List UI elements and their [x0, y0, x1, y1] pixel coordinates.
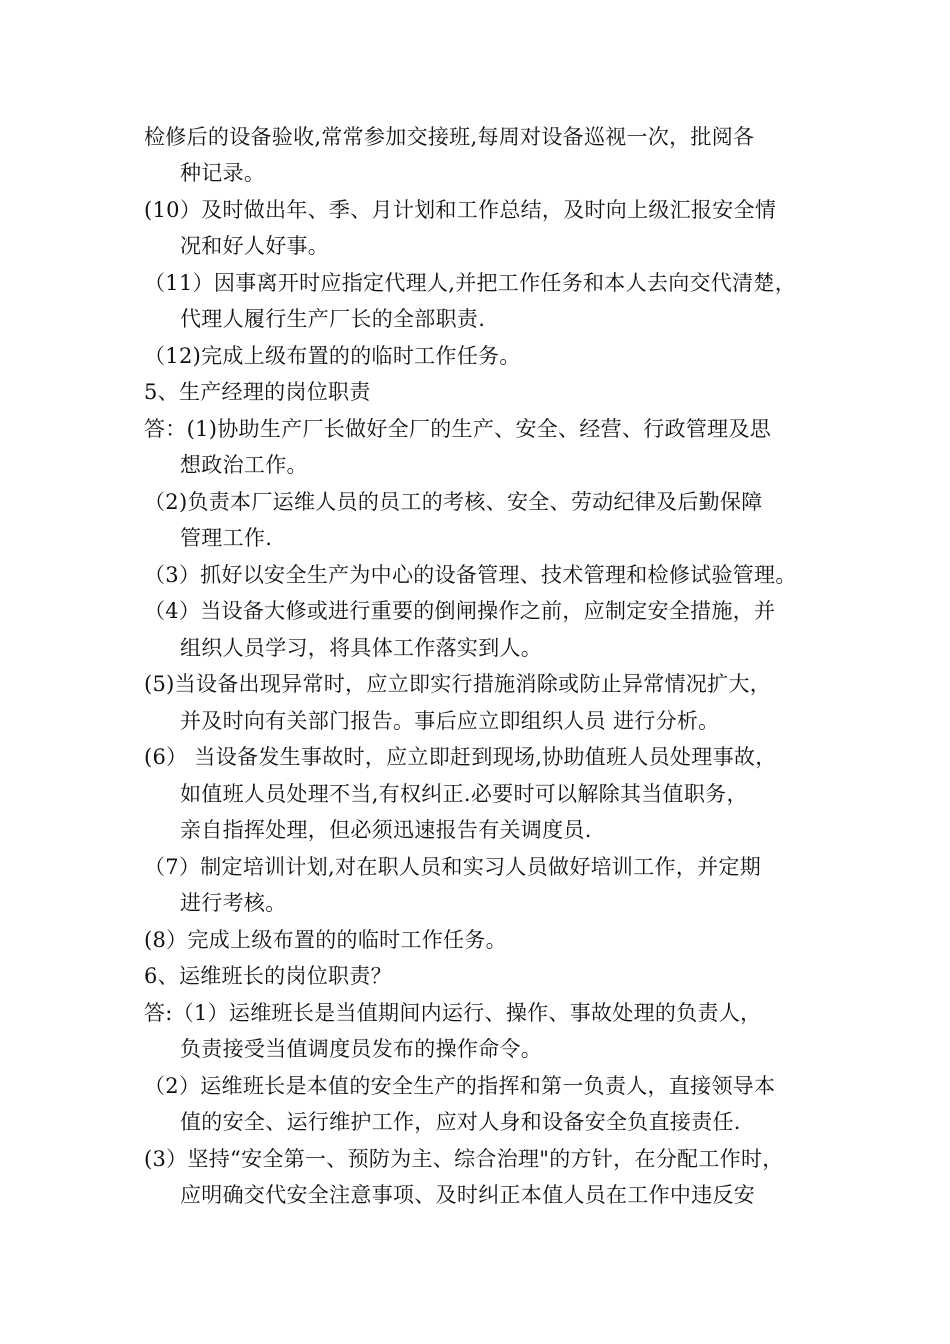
text-line: 组织人员学习，将具体工作落实到人。: [180, 636, 543, 660]
text-line: 值的安全、运行维护工作，应对人身和设备安全负直接责任.: [180, 1110, 741, 1134]
text-line: 进行考核。: [180, 891, 287, 915]
text-line: (10）及时做出年、季、月计划和工作总结，及时向上级汇报安全情: [144, 198, 777, 222]
text-line: (6） 当设备发生事故时，应立即赶到现场,协助值班人员处理事故，: [144, 745, 777, 769]
section-heading: 5、生产经理的岗位职责: [144, 380, 371, 404]
text-line: 检修后的设备验收,常常参加交接班,每周对设备巡视一次，批阅各: [144, 125, 755, 149]
text-line: 种记录。: [180, 161, 266, 185]
text-line: 答:（1）运维班长是当值期间内运行、操作、事故处理的负责人，: [144, 1001, 762, 1025]
text-line: 负责接受当值调度员发布的操作命令。: [180, 1037, 543, 1061]
text-line: (5)当设备出现异常时，应立即实行措施消除或防止异常情况扩大，: [144, 672, 772, 696]
text-line: 况和好人好事。: [180, 234, 330, 258]
text-line: （2）运维班长是本值的安全生产的指挥和第一负责人，直接领导本: [144, 1074, 776, 1098]
text-line: 应明确交代安全注意事项、及时纠正本值人员在工作中违反安: [180, 1183, 756, 1207]
text-line: 如值班人员处理不当,有权纠正.必要时可以解除其当值职务，: [180, 782, 748, 806]
text-line: 管理工作.: [180, 526, 273, 550]
text-line: 想政治工作。: [180, 453, 308, 477]
text-line: （4）当设备大修或进行重要的倒闸操作之前，应制定安全措施，并: [144, 599, 776, 623]
text-line: （2)负责本厂运维人员的员工的考核、安全、劳动纪律及后勤保障: [144, 490, 763, 514]
text-line: 代理人履行生产厂长的全部职责.: [180, 307, 486, 331]
text-line: （3）抓好以安全生产为中心的设备管理、技术管理和检修试验管理。: [144, 563, 797, 587]
text-line: (3）坚持“安全第一、预防为主、综合治理"的方针，在分配工作时，: [144, 1147, 784, 1171]
text-line: 并及时向有关部门报告。事后应立即组织人员 进行分析。: [180, 709, 720, 733]
text-line: (8）完成上级布置的的临时工作任务。: [144, 928, 507, 952]
text-line: （7）制定培训计划,对在职人员和实习人员做好培训工作，并定期: [144, 855, 762, 879]
text-line: （12)完成上级布置的的临时工作任务。: [144, 344, 521, 368]
text-line: （11）因事离开时应指定代理人,并把工作任务和本人去向交代清楚，: [144, 271, 796, 295]
text-line: 亲自指挥处理，但必须迅速报告有关调度员.: [180, 818, 592, 842]
text-line: 答：(1)协助生产厂长做好全厂的生产、安全、经营、行政管理及思: [144, 417, 772, 441]
section-heading: 6、运维班长的岗位职责？: [144, 964, 392, 988]
